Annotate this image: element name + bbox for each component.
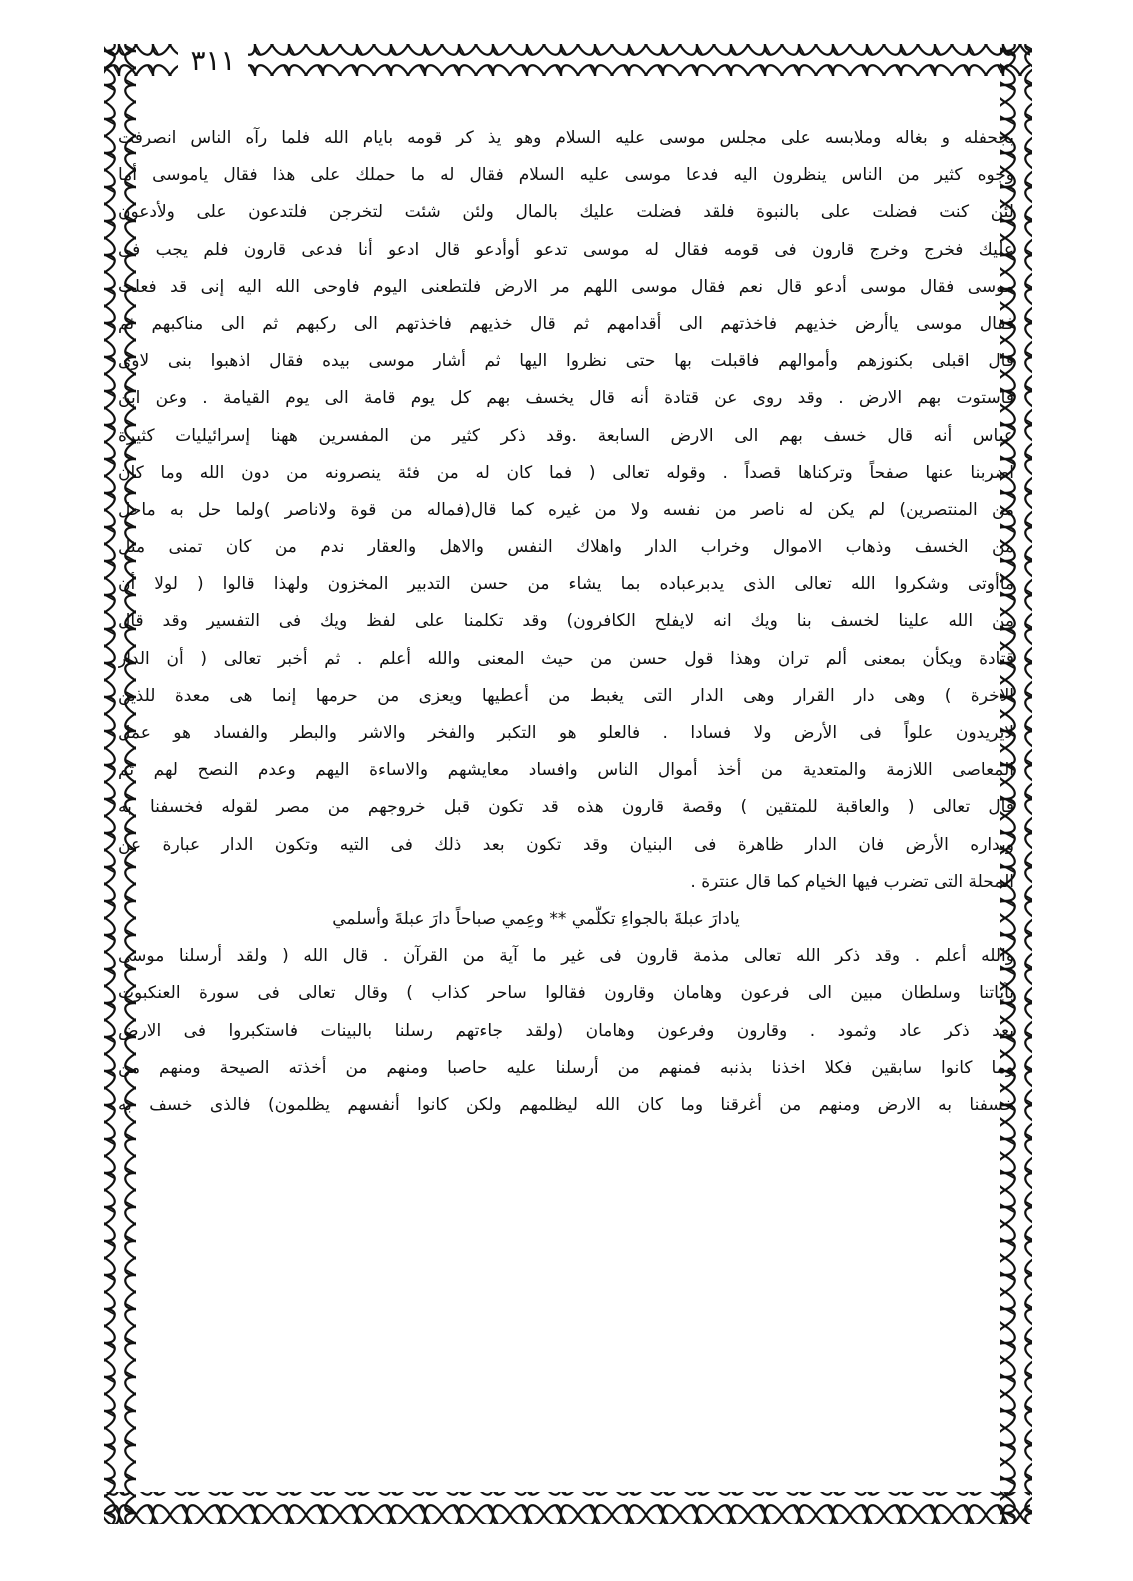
text-line: قال اقبلى بكنوزهم وأموالهم فاقبلت بها حتى نظروا اليها ثم أشار موسى بيده فقال اذهبوا بنى لاوى [118, 351, 1014, 372]
text-line: المعاصى اللازمة والمتعدية من أخذ أموال الناس وافساد معايشهم والاساءة اليهم وعدم النصح لهم ثم [118, 760, 1014, 781]
text-line: عليك فخرج وخرج قارون فى قومه فقال له موسى تدعو أوأدعو قال ادعو أنا فدعى قارون فلم يجب فى [118, 239, 1014, 260]
text-line: اضربنا عنها صفحاً وتركناها قصداً . وقوله تعالى ( فما كان له من فئة ينصرونه من دون الله وما كان [118, 462, 1014, 483]
text-line: ماأوتى وشكروا الله تعالى الذى يدبرعباده بما يشاء من حسن التدبير المخزون ولهذا قالوا ( لولا أن [118, 574, 1014, 595]
text-line: فقال موسى ياأرض خذيهم فاخذتهم الى أقدامهم ثم قال خذيهم فاخذتهم الى ركبهم ثم الى مناكبهم ثم [118, 313, 1014, 334]
text-line: لئن كنت فضلت على بالنبوة فلقد فضلت عليك بالمال ولئن شئت لتخرجن فلتدعون على ولأدعون [118, 202, 1014, 223]
text-line: من الله علينا لخسف بنا ويك انه لايفلح الكافرون) وقد تكلمنا على لفظ ويك فى التفسير وقد قال [118, 611, 1014, 632]
poetry-verse: يادارَ عبلةَ بالجواءِ تكلّمي ** وعِمي صباحاً دارَ عبلةَ وأسلمي [332, 908, 740, 929]
text-line: لايريدون علواً فى الأرض ولا فسادا . فالعلو هو التكبر والفخر والاشر والبطر والفساد هو عمل [118, 723, 1014, 743]
text-line: وبداره الأرض فان الدار ظاهرة فى البنيان وقد تكون بعد ذلك فى التيه وتكون الدار عبارة عن [118, 834, 1014, 855]
text-line: من الخسف وذهاب الاموال وخراب الدار واهلاك النفس والاهل والعقار ندم من كان تمنى مثل [118, 537, 1014, 558]
text-line: وما كانوا سابقين فكلا اخذنا بذنبه فمنهم من أرسلنا عليه حاصبا ومنهم من أخذته الصيحة ومنهم من [118, 1057, 1014, 1078]
text-line: موسى فقال موسى أدعو قال نعم فقال موسى اللهم مر الارض فلتطعنى اليوم فاوحى الله اليه إنى قد فعلت [118, 276, 1014, 297]
text-line: وجوه كثير من الناس ينظرون اليه فدعا موسى عليه السلام فقال له ما حملك على هذا فقال ياموسى أما [118, 165, 1014, 186]
text-line: المحلة التى تضرب فيها الخيام كما قال عنترة . [690, 871, 1014, 892]
main-text [118, 120, 1014, 1475]
text-line: بآياتنا وسلطان مبين الى فرعون وهامان وقارون فقالوا ساحر كذاب ) وقال تعالى فى سورة العنكبوت [118, 983, 1014, 1004]
text-line: الاخرة ) وهى دار القرار وهى الدار التى يغبط من أعطيها ويعزى من حرمها إنما هى معدة للذين [118, 685, 1014, 706]
text-line: والله أعلم . وقد ذكر الله تعالى مذمة قارون فى غير ما آية من القرآن . قال الله ( ولقد أرسلنا موسى [118, 946, 1014, 967]
text-line: فاستوت بهم الارض . وقد روى عن قتادة أنه قال يخسف بهم كل يوم قامة الى يوم القيامة . وعن ابن [118, 388, 1014, 409]
text-line: قال تعالى ( والعاقبة للمتقين ) وقصة قارون هذه قد تكون قبل خروجهم من مصر لقوله فخسفنا به [118, 797, 1014, 818]
text-line: خسفنا به الارض ومنهم من أغرقنا وما كان الله ليظلمهم ولكن كانوا أنفسهم يظلمون) فالذى خسف به [118, 1094, 1014, 1115]
page-number: ٣١١ [178, 44, 248, 78]
border-bottom [104, 1492, 1030, 1524]
text-line: من المنتصرين) لم يكن له ناصر من نفسه ولا من غيره كما قال(فماله من قوة ولاناصر )ولما حل به ماحل [118, 499, 1014, 520]
text-line: بجحفله و بغاله وملابسه على مجلس موسى عليه السلام وهو يذ كر قومه بايام الله فلما رآه الناس انصرفت [118, 128, 1014, 148]
text-line: بعد ذكر عاد وثمود . وقارون وفرعون وهامان (ولقد جاءتهم رسلنا بالبينات فاستكبروا فى الارض [118, 1020, 1014, 1041]
text-line: قتادة ويكأن بمعنى ألم تران وهذا قول حسن من حيث المعنى والله أعلم . ثم أخبر تعالى ( أن الدار [118, 648, 1014, 669]
text-line: عباس أنه قال خسف بهم الى الارض السابعة .وقد ذكر كثير من المفسرين ههنا إسرائيليات كثيرة [118, 425, 1014, 446]
